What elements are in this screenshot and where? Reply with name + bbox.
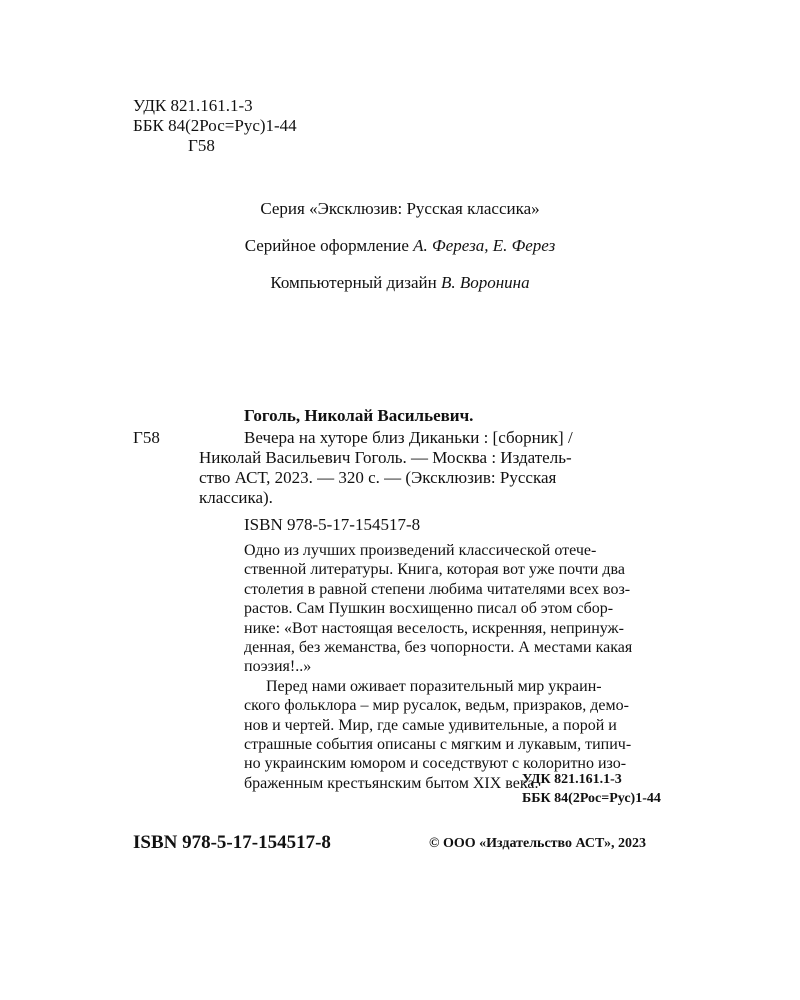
annotation-line: но украинским юмором и соседствуют с колоритно изо-	[244, 755, 627, 773]
annotation-line: столетия в равной степени любима читателями всех воз-	[244, 580, 631, 598]
annotation-paragraph-1	[244, 541, 692, 677]
credits-block	[0, 199, 800, 310]
annotation-line: ского фольклора – мир русалок, ведьм, призраков, демо-	[244, 697, 629, 715]
header-codes	[133, 96, 297, 156]
udk-code: УДК 821.161.1-3	[133, 96, 253, 115]
design-label: Серийное оформление	[244, 236, 414, 255]
annotation-line: растов. Сам Пушкин восхищенно писал об этом сбор-	[244, 600, 614, 618]
design-line	[0, 236, 800, 273]
annotation-line: нике: «Вот настоящая веселость, искренняя, непринуж-	[244, 619, 624, 637]
bbk-code: ББК 84(2Рос=Рус)1-44	[133, 116, 297, 135]
copyright: © ООО «Издательство АСТ», 2023	[429, 836, 647, 851]
footer-bbk: ББК 84(2Рос=Рус)1-44	[522, 791, 661, 806]
annotation-line: Перед нами оживает поразительный мир украин-	[266, 677, 602, 695]
catalog-line: ство АСТ, 2023. — 320 с. — (Эксклюзив: Русская	[199, 468, 557, 487]
catalog-author-heading: Гоголь, Николай Васильевич.	[244, 406, 474, 425]
footer-isbn: ISBN 978-5-17-154517-8	[133, 832, 331, 853]
annotation-line: страшные события описаны с мягким и лукавым, типич-	[244, 736, 632, 754]
computer-design-name: В. Воронина	[440, 273, 530, 292]
computer-design-line	[0, 273, 800, 310]
catalog-entry	[199, 428, 692, 508]
author-mark: Г58	[188, 136, 215, 155]
computer-design-label: Компьютерный дизайн	[270, 273, 441, 292]
annotation-line: нов и чертей. Мир, где самые удивительные, а порой и	[244, 716, 617, 734]
annotation-line: поэзия!..»	[244, 658, 312, 676]
catalog-line: Николай Васильевич Гоголь. — Москва : Издатель-	[199, 448, 572, 467]
catalog-author-mark: Г58	[133, 428, 160, 447]
footer-udk: УДК 821.161.1-3	[522, 772, 622, 787]
annotation	[244, 541, 692, 793]
catalog-isbn: ISBN 978-5-17-154517-8	[244, 515, 421, 534]
annotation-line: браженным крестьянским бытом XIX века.	[244, 774, 539, 792]
series-line: Серия «Эксклюзив: Русская классика»	[260, 199, 540, 218]
catalog-line: Вечера на хуторе близ Диканьки : [сборник] /	[244, 428, 573, 447]
annotation-line: ственной литературы. Книга, которая вот уже почти два	[244, 561, 625, 579]
footer-codes	[522, 770, 661, 808]
design-names: А. Фереза, Е. Ферез	[413, 236, 556, 255]
catalog-line: классика).	[199, 488, 273, 507]
annotation-line: Одно из лучших произведений классической отече-	[244, 542, 597, 559]
annotation-line: денная, без жеманства, без чопорности. А местами какая	[244, 639, 633, 657]
